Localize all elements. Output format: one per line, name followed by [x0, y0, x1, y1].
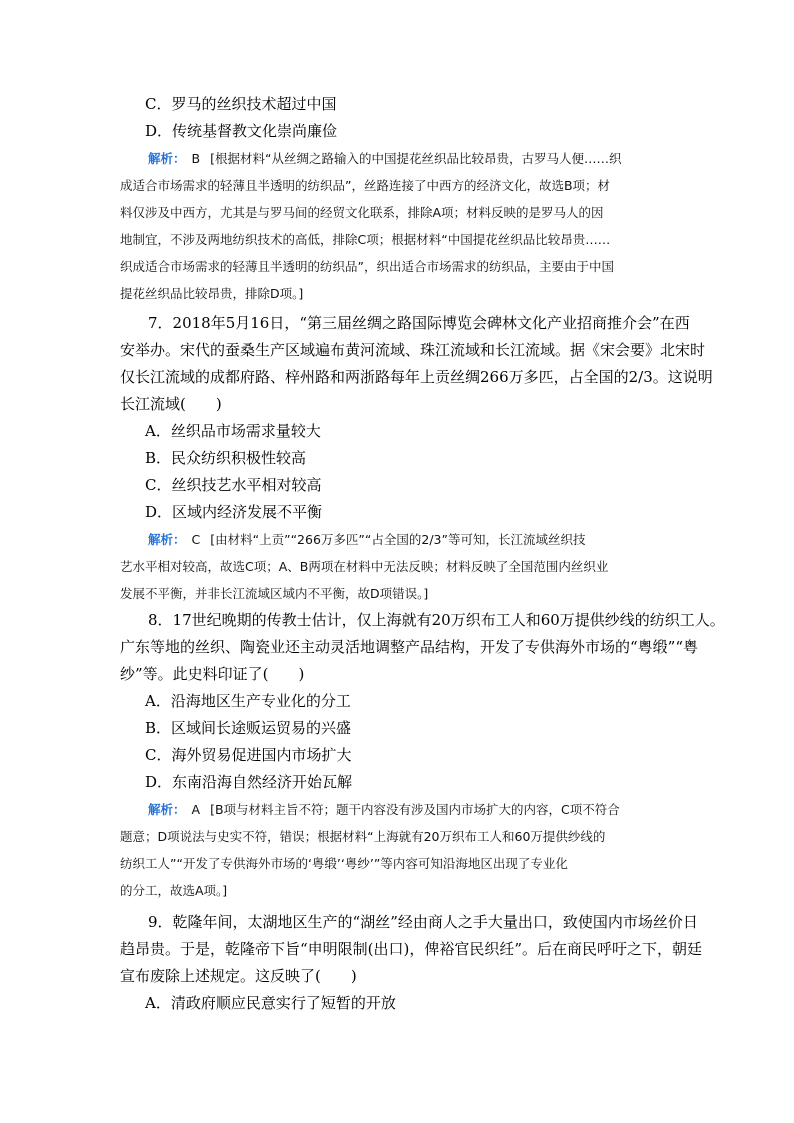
option-a: A．清政府顺应民意实行了短暂的开放	[145, 994, 396, 1012]
question-stem: 广东等地的丝织、陶瓷业还主动灵活地调整产品结构，开发了专供海外市场的“粤缎”“粤	[120, 638, 699, 656]
answer-letter: A	[191, 802, 201, 817]
option-c: C．丝织技艺水平相对较高	[145, 476, 322, 494]
explanation-line: 的分工，故选A项。]	[120, 883, 228, 898]
explanation-line: 题意；D项说法与史实不符，错误；根据材料“上海就有20万织布工人和60万提供纱线的	[120, 829, 606, 844]
explanation-line: 提花丝织品比较昂贵，排除D项。]	[120, 286, 304, 301]
answer-letter: C	[191, 532, 201, 547]
option-b: B．民众纺织积极性较高	[145, 449, 307, 467]
question-stem: 9．乾隆年间，太湖地区生产的“湖丝”经由商人之手大量出口，致使国内市场丝价日	[148, 913, 698, 931]
question-7	[120, 310, 713, 607]
question-stem: 安举办。宋代的蚕桑生产区域遍布黄河流域、珠江流域和长江流域。据《宋会要》北宋时	[120, 341, 706, 359]
option-c: C．海外贸易促进国内市场扩大	[145, 746, 352, 764]
explanation-line: 纺织工人”“开发了专供海外市场的‘粤缎’‘粤纱’”等内容可知沿海地区出现了专业化	[120, 856, 568, 871]
option-d: D．区域内经济发展不平衡	[145, 503, 323, 521]
option-b: B．区域间长途贩运贸易的兴盛	[145, 719, 352, 737]
question-stem: 宣布废除上述规定。这反映了( )	[120, 967, 357, 985]
explanation-line: 织成适合市场需求的轻薄且半透明的纺织品”，织出适合市场需求的纺织品，主要由于中国	[120, 259, 614, 274]
option-a: A．丝织品市场需求量较大	[145, 422, 321, 440]
question-6	[120, 91, 676, 307]
explanation-line: 艺水平相对较高，故选C项；A、B两项在材料中无法反映；材料反映了全国范围内丝织业	[120, 559, 609, 574]
explanation-line: [由材料“上贡”“266万多匹”“占全国的2/3”等可知，长江流域丝织技	[210, 532, 586, 547]
question-8	[120, 607, 725, 904]
explanation-7	[120, 526, 676, 607]
question-stem: 纱”等。此史料印证了( )	[120, 665, 305, 683]
explanation-line: [根据材料“从丝绸之路输入的中国提花丝织品比较昂贵，古罗马人便……织	[210, 151, 622, 166]
question-stem: 8．17世纪晚期的传教士估计，仅上海就有20万织布工人和60万提供纱线的纺织工人。	[148, 611, 725, 629]
explanation-tag: 解析：	[148, 532, 186, 547]
explanation-line: 地制宜，不涉及两地纺织技术的高低，排除C项；根据材料“中国提花丝织品比较昂贵……	[120, 232, 611, 247]
question-stem: 趋昂贵。于是，乾隆帝下旨“申明限制(出口)，俾裕官民织纴”。后在商民呼吁之下，朝廷	[120, 940, 703, 958]
explanation-line: [B项与材料主旨不符；题干内容没有涉及国内市场扩大的内容，C项不符合	[210, 802, 620, 817]
explanation-6	[120, 145, 676, 307]
question-9	[120, 909, 703, 1017]
explanation-tag: 解析：	[148, 802, 186, 817]
question-stem: 仅长江流域的成都府路、梓州路和两浙路每年上贡丝绸266万多匹，占全国的2/3。这说明	[120, 368, 713, 386]
explanation-line: 发展不平衡，并非长江流域区域内不平衡，故D项错误。]	[120, 586, 429, 601]
option-d: D．传统基督教文化崇尚廉俭	[145, 122, 338, 140]
explanation-line: 料仅涉及中西方，尤其是与罗马间的经贸文化联系，排除A项；材料反映的是罗马人的因	[120, 205, 604, 220]
explanation-8	[120, 796, 676, 904]
question-stem: 7．2018年5月16日，“第三届丝绸之路国际博览会碑林文化产业招商推介会”在西	[148, 314, 690, 332]
question-stem: 长江流域( )	[120, 395, 222, 413]
option-a: A．沿海地区生产专业化的分工	[145, 692, 351, 710]
explanation-tag: 解析：	[148, 151, 186, 166]
option-c: C．罗马的丝织技术超过中国	[145, 95, 337, 113]
option-d: D．东南沿海自然经济开始瓦解	[145, 773, 353, 791]
explanation-line: 成适合市场需求的轻薄且半透明的纺织品”，丝路连接了中西方的经济文化，故选B项；材	[120, 178, 611, 193]
answer-letter: B	[191, 151, 201, 166]
